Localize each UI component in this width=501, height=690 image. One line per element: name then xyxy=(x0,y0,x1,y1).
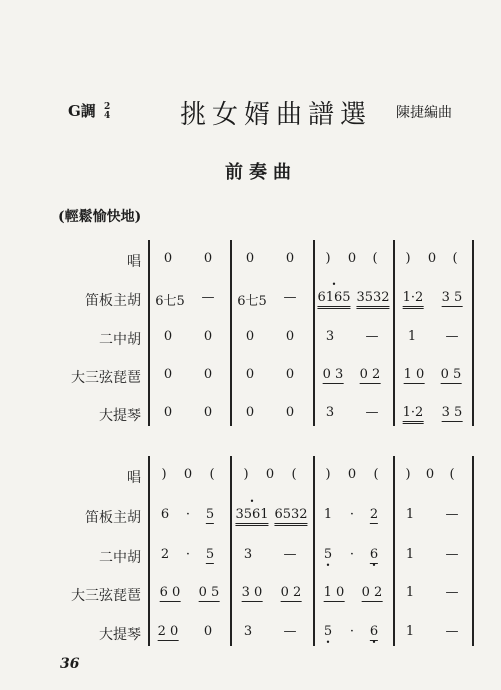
part-label-sanxian-pipa: 大三弦琵琶 xyxy=(71,588,141,604)
rest-close: ( xyxy=(449,467,455,482)
part-label-voice: 唱 xyxy=(127,470,141,486)
note-group: 1·2 xyxy=(403,290,424,309)
barline xyxy=(472,240,474,426)
dot: · xyxy=(349,547,355,562)
rest-close: ( xyxy=(291,467,297,482)
meter-top: 2 xyxy=(104,102,111,112)
note: 5 xyxy=(205,547,215,562)
dash: — xyxy=(283,624,297,639)
note-grace: 6七5 xyxy=(237,294,267,309)
barline xyxy=(313,240,315,426)
rest-close: ( xyxy=(209,467,215,482)
note-group: 6 0 xyxy=(159,585,181,600)
note: 0 xyxy=(163,329,173,344)
note-low: 6 • xyxy=(370,624,378,641)
part-label-voice: 唱 xyxy=(127,254,141,270)
meter xyxy=(104,103,110,121)
note: 0 xyxy=(203,251,213,266)
note: 0 xyxy=(245,329,255,344)
note: 2 xyxy=(160,547,170,562)
dash: — xyxy=(445,507,459,522)
note: 3 xyxy=(243,547,253,562)
note-group: 3532 xyxy=(356,290,389,309)
dash: — xyxy=(365,405,379,420)
rest-close: ( xyxy=(372,251,378,266)
barline xyxy=(148,456,150,646)
meter-bottom: 4 xyxy=(104,111,111,121)
note: 0 xyxy=(203,405,213,420)
note-grace: 6七5 xyxy=(155,294,185,309)
note: 1 xyxy=(405,547,415,562)
barline xyxy=(393,240,395,426)
note: 0 xyxy=(265,467,275,482)
note-group: 0 2 xyxy=(361,585,383,600)
note-group: 3 5 xyxy=(441,290,463,305)
note-group: 3 5 xyxy=(441,405,463,420)
dash: — xyxy=(365,329,379,344)
part-label-erzhonghu: 二中胡 xyxy=(99,332,141,348)
note-group: 0 2 xyxy=(359,367,381,382)
note-low: 5 • xyxy=(324,624,332,639)
note: 0 xyxy=(347,251,357,266)
score-title: 挑女婿曲譜選 xyxy=(180,100,373,130)
note: 0 xyxy=(285,329,295,344)
note: 1 xyxy=(405,585,415,600)
arranger-credit: 陳捷編曲 xyxy=(396,105,452,121)
note-group: 0 2 xyxy=(280,585,302,600)
note: 1 xyxy=(407,329,417,344)
barline xyxy=(393,456,395,646)
dot: · xyxy=(349,624,355,639)
note: 5 xyxy=(205,507,215,522)
rest-open: ) xyxy=(161,467,167,482)
note: 0 xyxy=(425,467,435,482)
dash: — xyxy=(445,329,459,344)
part-label-dizi-zhuhu: 笛板主胡 xyxy=(85,510,141,526)
note: 0 xyxy=(245,405,255,420)
part-label-sanxian-pipa: 大三弦琵琶 xyxy=(71,370,141,386)
note: 0 xyxy=(163,367,173,382)
note-group: • 3561 xyxy=(235,507,268,526)
dash: — xyxy=(445,585,459,600)
dash: — xyxy=(201,290,215,305)
rest-open: ) xyxy=(325,467,331,482)
part-label-dizi-zhuhu: 笛板主胡 xyxy=(85,293,141,309)
key-label: G調 xyxy=(68,102,96,120)
barline xyxy=(230,456,232,646)
rest-open: ) xyxy=(243,467,249,482)
note: 0 xyxy=(347,467,357,482)
note: 1 xyxy=(323,507,333,522)
note-group: 0 3 xyxy=(322,367,344,382)
note-group: 1 0 xyxy=(323,585,345,600)
note: 0 xyxy=(285,405,295,420)
note: 1 xyxy=(405,624,415,639)
note: 0 xyxy=(203,329,213,344)
note: 0 xyxy=(245,251,255,266)
dot: · xyxy=(349,507,355,522)
note: 0 xyxy=(163,251,173,266)
section-title: 前奏曲 xyxy=(225,162,297,183)
dash: — xyxy=(445,547,459,562)
page-number: 36 xyxy=(60,656,80,672)
rest-close: ( xyxy=(452,251,458,266)
dot: · xyxy=(185,507,191,522)
rest-open: ) xyxy=(405,251,411,266)
note-group: 0 5 xyxy=(198,585,220,600)
rest-open: ) xyxy=(325,251,331,266)
note: 0 xyxy=(285,367,295,382)
note: 0 xyxy=(203,624,213,639)
note: 3 xyxy=(243,624,253,639)
note: 0 xyxy=(183,467,193,482)
note-group: 6532 xyxy=(274,507,307,526)
note: 0 xyxy=(245,367,255,382)
note: 0 xyxy=(163,405,173,420)
dash: — xyxy=(283,290,297,305)
key-signature xyxy=(68,100,110,121)
part-label-cello: 大提琴 xyxy=(99,408,141,424)
barline xyxy=(230,240,232,426)
note: 3 xyxy=(325,405,335,420)
note: 1 xyxy=(405,507,415,522)
part-label-cello: 大提琴 xyxy=(99,627,141,643)
dash: — xyxy=(283,547,297,562)
note-group: 0 5 xyxy=(440,367,462,382)
tempo-marking: (輕鬆愉快地) xyxy=(58,209,142,225)
barline xyxy=(472,456,474,646)
note: 3 xyxy=(325,329,335,344)
note-group: 1·2 xyxy=(403,405,424,424)
note: 0 xyxy=(427,251,437,266)
note-group: 2 0 xyxy=(157,624,179,639)
note: 0 xyxy=(203,367,213,382)
note-low: 5 • xyxy=(324,547,332,562)
note: 2 xyxy=(369,507,379,522)
rest-open: ) xyxy=(405,467,411,482)
barline xyxy=(313,456,315,646)
barline xyxy=(148,240,150,426)
note-group: 1 0 xyxy=(403,367,425,382)
note-group: • 6165 xyxy=(317,290,350,309)
note: 0 xyxy=(285,251,295,266)
rest-close: ( xyxy=(373,467,379,482)
note: 6 xyxy=(160,507,170,522)
note-group: 3 0 xyxy=(241,585,263,600)
part-label-erzhonghu: 二中胡 xyxy=(99,550,141,566)
note-low: 6 • xyxy=(370,547,378,564)
dash: — xyxy=(445,624,459,639)
dot: · xyxy=(185,547,191,562)
